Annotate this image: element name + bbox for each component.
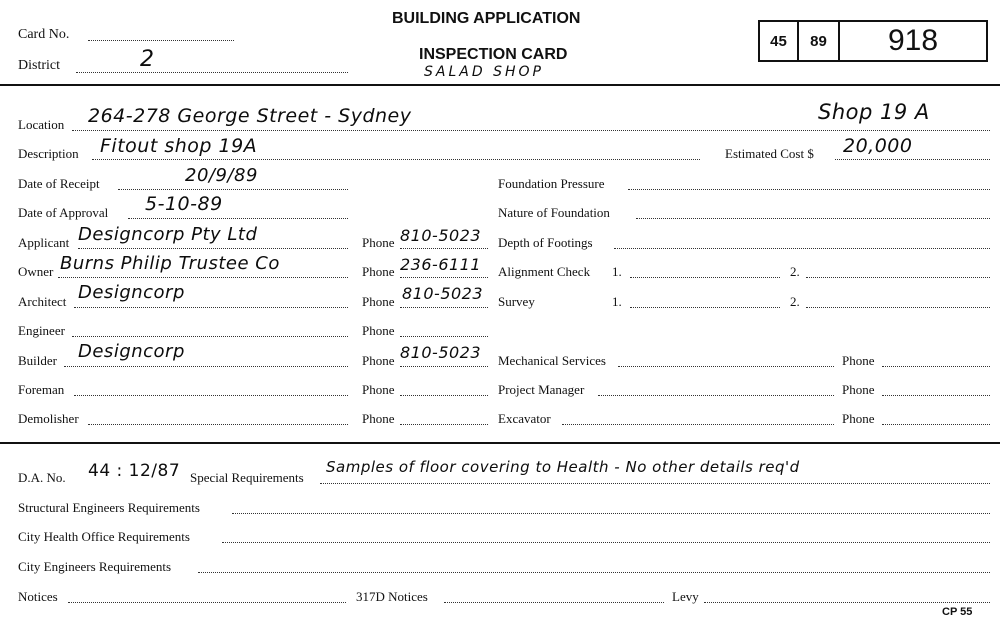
notices-317d-label: 317D Notices xyxy=(356,589,428,604)
builder-line xyxy=(64,366,348,367)
card-no-line xyxy=(88,40,234,41)
mechanical-phone-label: Phone xyxy=(842,353,875,368)
builder-phone: 810-5023 xyxy=(400,343,482,362)
form-code: CP 55 xyxy=(942,606,973,618)
survey-2-label: 2. xyxy=(790,294,800,309)
foreman-phone-line xyxy=(400,395,488,396)
date-approval-line xyxy=(128,218,348,219)
estimated-cost-line xyxy=(835,159,990,160)
alignment-1-label: 1. xyxy=(612,264,622,279)
engineer-label: Engineer xyxy=(18,323,65,338)
depth-footings-label: Depth of Footings xyxy=(498,235,593,250)
levy-line xyxy=(704,602,990,603)
title-line-1: BUILDING APPLICATION xyxy=(392,10,581,27)
owner-phone-label: Phone xyxy=(362,264,395,279)
architect-phone-line xyxy=(400,307,488,308)
da-no-label: D.A. No. xyxy=(18,470,66,485)
applicant-phone: 810-5023 xyxy=(400,226,482,245)
project-manager-phone-label: Phone xyxy=(842,382,875,397)
location-label: Location xyxy=(18,117,65,132)
demolisher-label: Demolisher xyxy=(18,411,79,426)
applicant-value: Designcorp Pty Ltd xyxy=(78,224,258,245)
city-health-line xyxy=(222,542,990,543)
engineer-phone-label: Phone xyxy=(362,323,395,338)
architect-value: Designcorp xyxy=(78,282,185,303)
district-line xyxy=(76,72,348,73)
owner-phone: 236-6111 xyxy=(400,255,482,274)
da-no-value: 44 : 12/87 xyxy=(88,461,181,481)
header-rule xyxy=(0,84,1000,86)
engineer-line xyxy=(72,336,348,337)
demolisher-line xyxy=(88,424,348,425)
salad-shop-handwritten: SALAD SHOP xyxy=(424,64,544,80)
structural-engineers-label: Structural Engineers Requirements xyxy=(18,500,200,515)
shop-note: Shop 19 A xyxy=(818,100,930,124)
survey-1-label: 1. xyxy=(612,294,622,309)
section-rule xyxy=(0,442,1000,444)
project-manager-phone-line xyxy=(882,395,990,396)
notices-line xyxy=(68,602,346,603)
alignment-2-label: 2. xyxy=(790,264,800,279)
notices-label: Notices xyxy=(18,589,58,604)
special-requirements-line xyxy=(320,483,990,484)
description-value: Fitout shop 19A xyxy=(100,135,258,157)
foreman-phone-label: Phone xyxy=(362,382,395,397)
engineer-phone-line xyxy=(400,336,488,337)
location-line xyxy=(72,130,990,131)
foreman-line xyxy=(74,395,348,396)
excavator-phone-line xyxy=(882,424,990,425)
notices-317d-line xyxy=(444,602,664,603)
title-line-2: INSPECTION CARD xyxy=(419,46,568,63)
depth-footings-line xyxy=(614,248,990,249)
applicant-line xyxy=(78,248,348,249)
description-line xyxy=(92,159,700,160)
description-label: Description xyxy=(18,146,79,161)
demolisher-phone-label: Phone xyxy=(362,411,395,426)
builder-phone-line xyxy=(400,366,488,367)
date-receipt-label: Date of Receipt xyxy=(18,176,100,191)
project-manager-label: Project Manager xyxy=(498,382,585,397)
applicant-phone-line xyxy=(400,248,488,249)
architect-phone-label: Phone xyxy=(362,294,395,309)
survey-2-line xyxy=(806,307,990,308)
district-label: District xyxy=(18,58,60,73)
nature-foundation-line xyxy=(636,218,990,219)
architect-label: Architect xyxy=(18,294,67,309)
city-engineers-line xyxy=(198,572,990,573)
project-manager-line xyxy=(598,395,834,396)
applicant-phone-label: Phone xyxy=(362,235,395,250)
alignment-1-line xyxy=(630,277,780,278)
owner-phone-line xyxy=(400,277,488,278)
date-approval-value: 5-10-89 xyxy=(145,193,223,215)
excavator-line xyxy=(562,424,834,425)
district-value: 2 xyxy=(140,47,155,72)
location-value: 264-278 George Street - Sydney xyxy=(88,105,412,127)
survey-1-line xyxy=(630,307,780,308)
owner-label: Owner xyxy=(18,264,54,279)
card-box-mid: 89 xyxy=(797,20,840,62)
mechanical-phone-line xyxy=(882,366,990,367)
alignment-check-label: Alignment Check xyxy=(498,264,591,279)
owner-line xyxy=(58,277,348,278)
levy-label: Levy xyxy=(672,589,699,604)
special-requirements-value: Samples of floor covering to Health - No other details req'd xyxy=(326,458,800,476)
date-receipt-value: 20/9/89 xyxy=(185,165,258,186)
architect-line xyxy=(74,307,348,308)
mechanical-services-label: Mechanical Services xyxy=(498,353,606,368)
city-health-label: City Health Office Requirements xyxy=(18,529,190,544)
date-receipt-line xyxy=(118,189,348,190)
foundation-pressure-label: Foundation Pressure xyxy=(498,176,605,191)
card-number-box: 918 xyxy=(838,20,988,62)
foundation-pressure-line xyxy=(628,189,990,190)
card-no-label: Card No. xyxy=(18,27,70,42)
mechanical-services-line xyxy=(618,366,834,367)
alignment-2-line xyxy=(806,277,990,278)
excavator-phone-label: Phone xyxy=(842,411,875,426)
date-approval-label: Date of Approval xyxy=(18,205,109,220)
builder-value: Designcorp xyxy=(78,341,185,362)
city-engineers-label: City Engineers Requirements xyxy=(18,559,172,574)
builder-phone-label: Phone xyxy=(362,353,395,368)
applicant-label: Applicant xyxy=(18,235,70,250)
nature-foundation-label: Nature of Foundation xyxy=(498,205,610,220)
structural-engineers-line xyxy=(232,513,990,514)
owner-value: Burns Philip Trustee Co xyxy=(60,253,280,274)
builder-label: Builder xyxy=(18,353,57,368)
foreman-label: Foreman xyxy=(18,382,65,397)
architect-phone: 810-5023 xyxy=(402,284,484,303)
survey-label: Survey xyxy=(498,294,535,309)
card-box-left: 45 xyxy=(758,20,799,62)
estimated-cost-label: Estimated Cost $ xyxy=(725,146,814,161)
demolisher-phone-line xyxy=(400,424,488,425)
estimated-cost-value: 20,000 xyxy=(843,135,913,157)
special-requirements-label: Special Requirements xyxy=(190,470,304,485)
excavator-label: Excavator xyxy=(498,411,551,426)
